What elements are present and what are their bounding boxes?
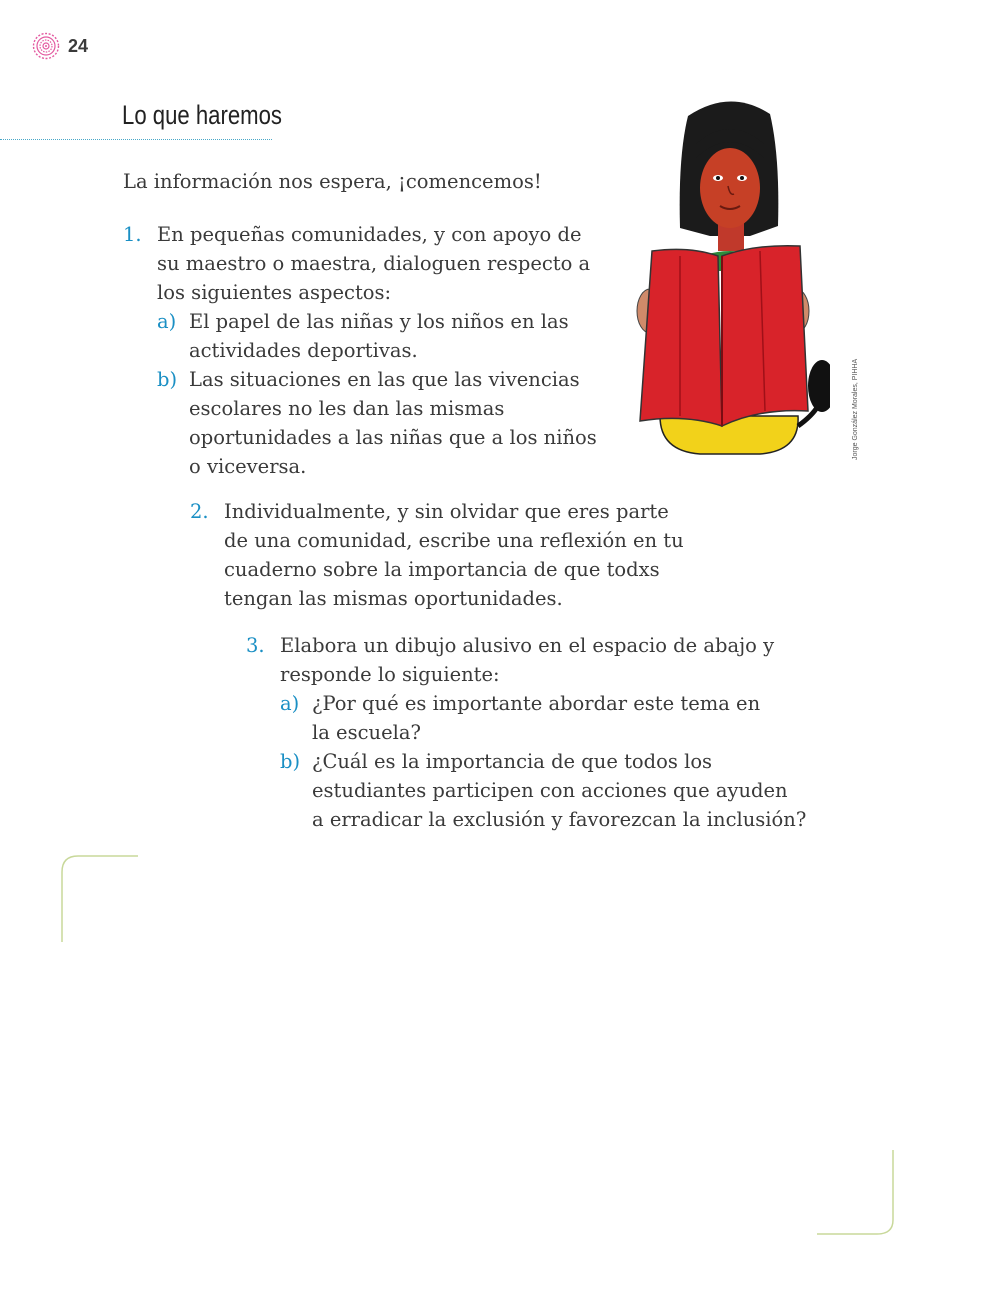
mandala-icon <box>32 32 60 60</box>
activity-1 <box>123 220 597 481</box>
text-line: de una comunidad, escribe una reflexión en tu <box>224 529 684 552</box>
text-line: responde lo siguiente: <box>280 663 500 686</box>
activity-3 <box>246 631 806 834</box>
text-line: o viceversa. <box>189 455 307 478</box>
title-underline <box>0 139 272 140</box>
section-title: Lo que haremos <box>122 100 283 130</box>
activity-2 <box>190 497 684 613</box>
text-line: la escuela? <box>312 721 421 744</box>
sub-letter: b) <box>157 368 178 391</box>
text-line: tengan las mismas oportunidades. <box>224 587 563 610</box>
text-line: En pequeñas comunidades, y con apoyo de <box>157 223 582 246</box>
sub-item-a <box>157 307 597 365</box>
text-line: ¿Por qué es importante abordar este tema en <box>312 692 761 715</box>
intro-text: La información nos espera, ¡comencemos! <box>123 170 542 193</box>
sub-item-b <box>157 365 597 481</box>
text-line: escolares no les dan las mismas <box>189 397 505 420</box>
drawing-area-bottom-right-corner <box>815 1146 899 1240</box>
item-number: 3. <box>246 634 265 657</box>
page-number: 24 <box>68 35 89 56</box>
sub-letter: a) <box>157 310 177 333</box>
text-line: ¿Cuál es la importancia de que todos los <box>312 750 713 773</box>
girl-reading-illustration <box>630 96 830 466</box>
text-line: su maestro o maestra, dialoguen respecto a <box>157 252 591 275</box>
text-line: Individualmente, y sin olvidar que eres parte <box>224 500 669 523</box>
sub-item-b <box>280 747 806 834</box>
text-line: El papel de las niñas y los niños en las <box>189 310 569 333</box>
drawing-area-top-left-corner <box>58 852 142 946</box>
sub-letter: b) <box>280 750 301 773</box>
text-line: los siguientes aspectos: <box>157 281 392 304</box>
sub-letter: a) <box>280 692 300 715</box>
text-line: Las situaciones en las que las vivencias <box>189 368 580 391</box>
page-header <box>32 32 88 60</box>
text-line: actividades deportivas. <box>189 339 418 362</box>
item-number: 2. <box>190 500 209 523</box>
item-number: 1. <box>123 223 142 246</box>
illustration-credit: Jorge González Morales, PIHHA <box>852 358 859 460</box>
text-line: oportunidades a las niñas que a los niños <box>189 426 597 449</box>
sub-item-a <box>280 689 806 747</box>
text-line: estudiantes participen con acciones que ayuden <box>312 779 788 802</box>
text-line: Elabora un dibujo alusivo en el espacio de abajo y <box>280 634 775 657</box>
text-line: cuaderno sobre la importancia de que todxs <box>224 558 660 581</box>
text-line: a erradicar la exclusión y favorezcan la inclusión? <box>312 808 807 831</box>
